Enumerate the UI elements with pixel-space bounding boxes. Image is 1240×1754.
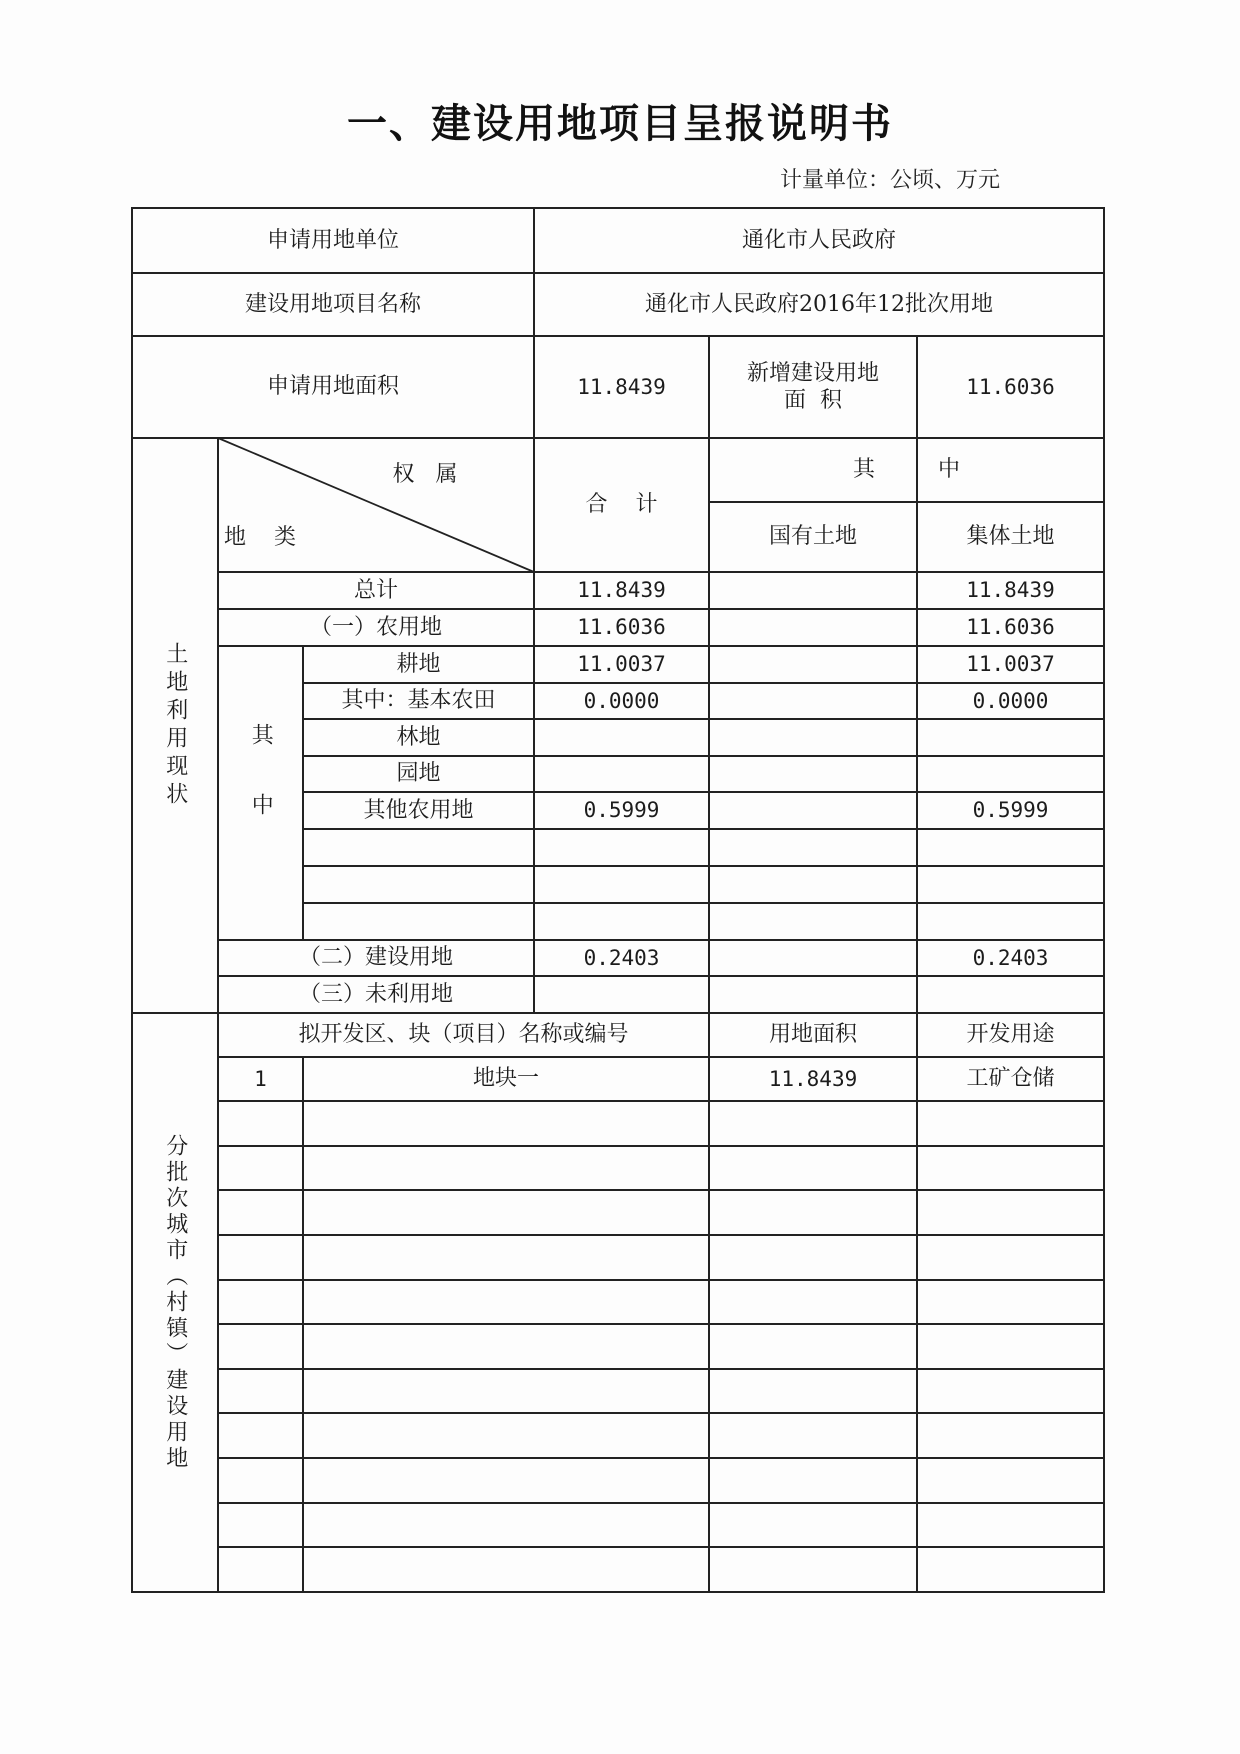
row-label-total: 总计 bbox=[353, 577, 398, 603]
project-name-label: 建设用地项目名称 bbox=[244, 291, 421, 317]
plot-name-header: 拟开发区、块（项目）名称或编号 bbox=[298, 1022, 629, 1048]
row-state-unused bbox=[709, 976, 917, 1013]
row-collective-construction: 0.2403 bbox=[972, 945, 1049, 970]
row-label-construction: （二）建设用地 bbox=[298, 945, 453, 971]
of-which-header: 其 中 bbox=[853, 457, 960, 483]
row-total-total: 11.8439 bbox=[577, 578, 666, 603]
row-state-basic-farmland bbox=[709, 683, 917, 719]
total-column-header: 合 计 bbox=[585, 492, 658, 518]
applicant-label: 申请用地单位 bbox=[266, 227, 399, 253]
row-state-agricultural bbox=[709, 609, 917, 646]
row-label-basic-farmland: 其中：基本农田 bbox=[341, 688, 496, 714]
row-total-agricultural: 11.6036 bbox=[577, 615, 666, 640]
row-state-total bbox=[709, 572, 917, 609]
row-label-orchard: 园地 bbox=[396, 761, 441, 787]
row-state-cultivated bbox=[709, 646, 917, 683]
row-collective-forest bbox=[917, 719, 1104, 756]
row-total-unused bbox=[534, 976, 709, 1013]
plot-use-header: 开发用途 bbox=[966, 1022, 1055, 1048]
row-label-forest: 林地 bbox=[396, 724, 441, 750]
area-label: 申请用地面积 bbox=[266, 374, 399, 400]
state-owned-header: 国有土地 bbox=[768, 524, 857, 550]
row-total-other-agricultural: 0.5999 bbox=[583, 798, 660, 823]
row-total-forest bbox=[534, 719, 709, 756]
page-title: 一、建设用地项目呈报说明书 bbox=[347, 101, 893, 147]
row-total-construction: 0.2403 bbox=[583, 945, 660, 970]
plot-row-use: 工矿仓储 bbox=[966, 1066, 1055, 1092]
sub-group-label: 其中 bbox=[248, 723, 274, 863]
row-state-other-agricultural bbox=[709, 792, 917, 829]
row-collective-agricultural: 11.6036 bbox=[966, 615, 1055, 640]
row-state-construction bbox=[709, 940, 917, 976]
diagonal-header-top: 权 属 bbox=[392, 462, 458, 488]
row-collective-unused bbox=[917, 976, 1104, 1013]
plot-row-area: 11.8439 bbox=[768, 1066, 858, 1091]
row-total-basic-farmland: 0.0000 bbox=[583, 688, 660, 713]
row-state-forest bbox=[709, 719, 917, 756]
row-state-orchard bbox=[709, 756, 917, 792]
new-area-label-line1: 新增建设用地 bbox=[746, 360, 879, 386]
applicant-value: 通化市人民政府 bbox=[741, 227, 896, 253]
row-total-orchard bbox=[534, 756, 709, 792]
collective-header: 集体土地 bbox=[966, 524, 1055, 550]
new-area-value: 11.6036 bbox=[966, 374, 1055, 399]
row-collective-cultivated: 11.0037 bbox=[966, 652, 1055, 677]
unit-note: 计量单位：公顷、万元 bbox=[780, 168, 1001, 193]
row-collective-other-agricultural: 0.5999 bbox=[972, 798, 1049, 823]
row-collective-total: 11.8439 bbox=[966, 578, 1055, 603]
row-label-unused: （三）未利用地 bbox=[298, 981, 453, 1007]
land-status-section-label: 土地利用现状 bbox=[162, 641, 188, 810]
project-name-value: 通化市人民政府2016年12批次用地 bbox=[645, 291, 993, 317]
new-area-label bbox=[709, 336, 917, 438]
area-value: 11.8439 bbox=[577, 374, 666, 399]
row-collective-basic-farmland: 0.0000 bbox=[972, 688, 1049, 713]
row-collective-orchard bbox=[917, 756, 1104, 792]
new-area-label-line2: 面 积 bbox=[784, 388, 842, 413]
row-total-cultivated: 11.0037 bbox=[577, 652, 666, 677]
plot-row-name: 地块一 bbox=[472, 1066, 539, 1092]
plots-section-label: 分批次城市（村镇）建设用地 bbox=[162, 1133, 188, 1472]
row-label-agricultural: （一）农用地 bbox=[309, 614, 442, 640]
diagonal-header-bottom: 地 类 bbox=[224, 525, 296, 551]
row-label-other-agricultural: 其他农用地 bbox=[363, 797, 474, 823]
row-label-cultivated: 耕地 bbox=[396, 651, 441, 677]
plot-row-number: 1 bbox=[254, 1066, 267, 1091]
plot-area-header: 用地面积 bbox=[768, 1022, 857, 1048]
